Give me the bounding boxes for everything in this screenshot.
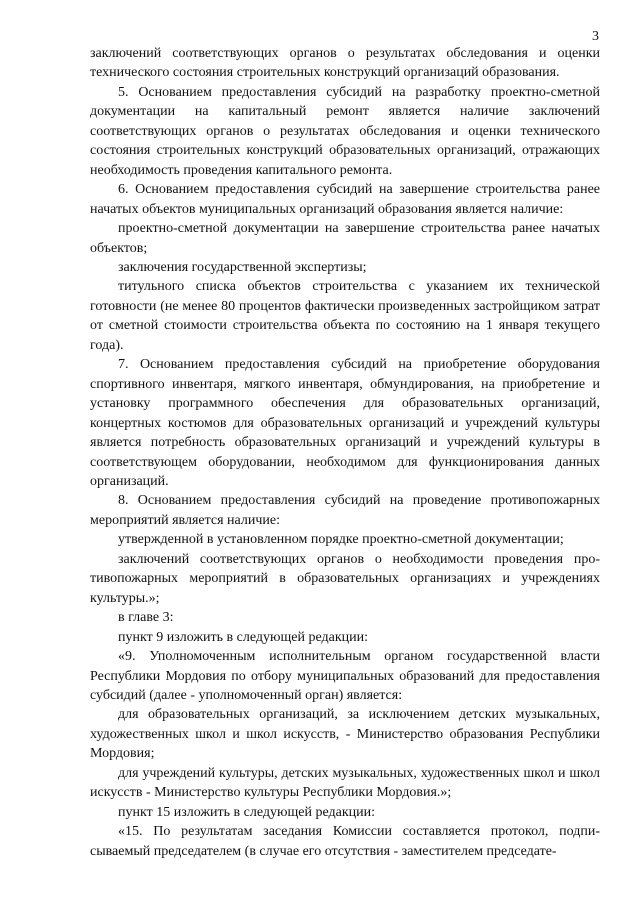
paragraph: для учреждений культуры, детских музыкальных, художественных школ и школ искусств - Министерство культуры Республики Мордовия.»; — [90, 765, 600, 801]
paragraph: утвержденной в установленном порядке проектно-сметной документации; — [118, 532, 564, 548]
paragraph: «15. По результатам заседания Комиссии составляется протокол, подписываемый председателем (в случае его отсутствия - заместителем председате- — [90, 824, 600, 859]
paragraph: 5. Основанием предоставления субсидий на разработку проектно-сметной документации на капитальный ремонт является наличие заключений соответствующих органов о результатах обследования и оценки технического состояния строительных конструкций образовательных организаций, отражающих необходимость проведения капитального ремонта. — [90, 84, 600, 178]
paragraph: пункт 15 изложить в следующей редакции: — [118, 804, 375, 820]
paragraph: проектно-сметной документации на завершение строительства ранее начатых объектов; — [90, 221, 600, 256]
paragraph: заключений соответствующих органов о результатах обследования и оценки технического состояния строительных конструкций организаций образования. — [90, 46, 600, 81]
document-body — [90, 44, 600, 861]
paragraph: «9. Уполномоченным исполнительным органом государственной власти Республики Мордовия по отбору муниципальных образований для предоставления субсидий (далее - уполномоченный орган) является: — [90, 649, 600, 703]
page-number: 3 — [592, 29, 599, 44]
paragraph: 7. Основанием предоставления субсидий на приобретение оборудования спортивного инвентаря, мягкого инвентаря, обмундирования, на приобретение и установку программного обеспечения для образовательных организаций, концертных костюмов для образовательных организаций и учреждений культуры является потребность образовательных организаций и учреждений культуры в соответствующем оборудовании, необходимом для функционирования данных организаций. — [90, 357, 600, 489]
paragraph: титульного списка объектов строительства с указанием их технической готовности (не менее 80 процентов фактически произведенных застройщиком затрат от сметной стоимости строительства объекта по состоянию на 1 января текущего года). — [90, 279, 600, 353]
paragraph: в главе 3: — [118, 610, 174, 626]
paragraph: заключения государственной экспертизы; — [118, 259, 367, 275]
paragraph: для образовательных организаций, за исключением детских музыкальных, художественных школ и школ искусств, - Министерство образования Республики Мордовия; — [90, 707, 600, 762]
paragraph: пункт 9 изложить в следующей редакции: — [118, 629, 368, 645]
paragraph: 8. Основанием предоставления субсидий на проведение противопожарных мероприятий является наличие: — [90, 493, 600, 528]
paragraph: заключений соответствующих органов о необходимости проведения противопожарных мероприятий в образовательных организациях и учреждениях культуры.»; — [90, 551, 600, 606]
paragraph: 6. Основанием предоставления субсидий на завершение строительства ранее начатых объектов муниципальных организаций образования является наличие: — [90, 182, 600, 217]
